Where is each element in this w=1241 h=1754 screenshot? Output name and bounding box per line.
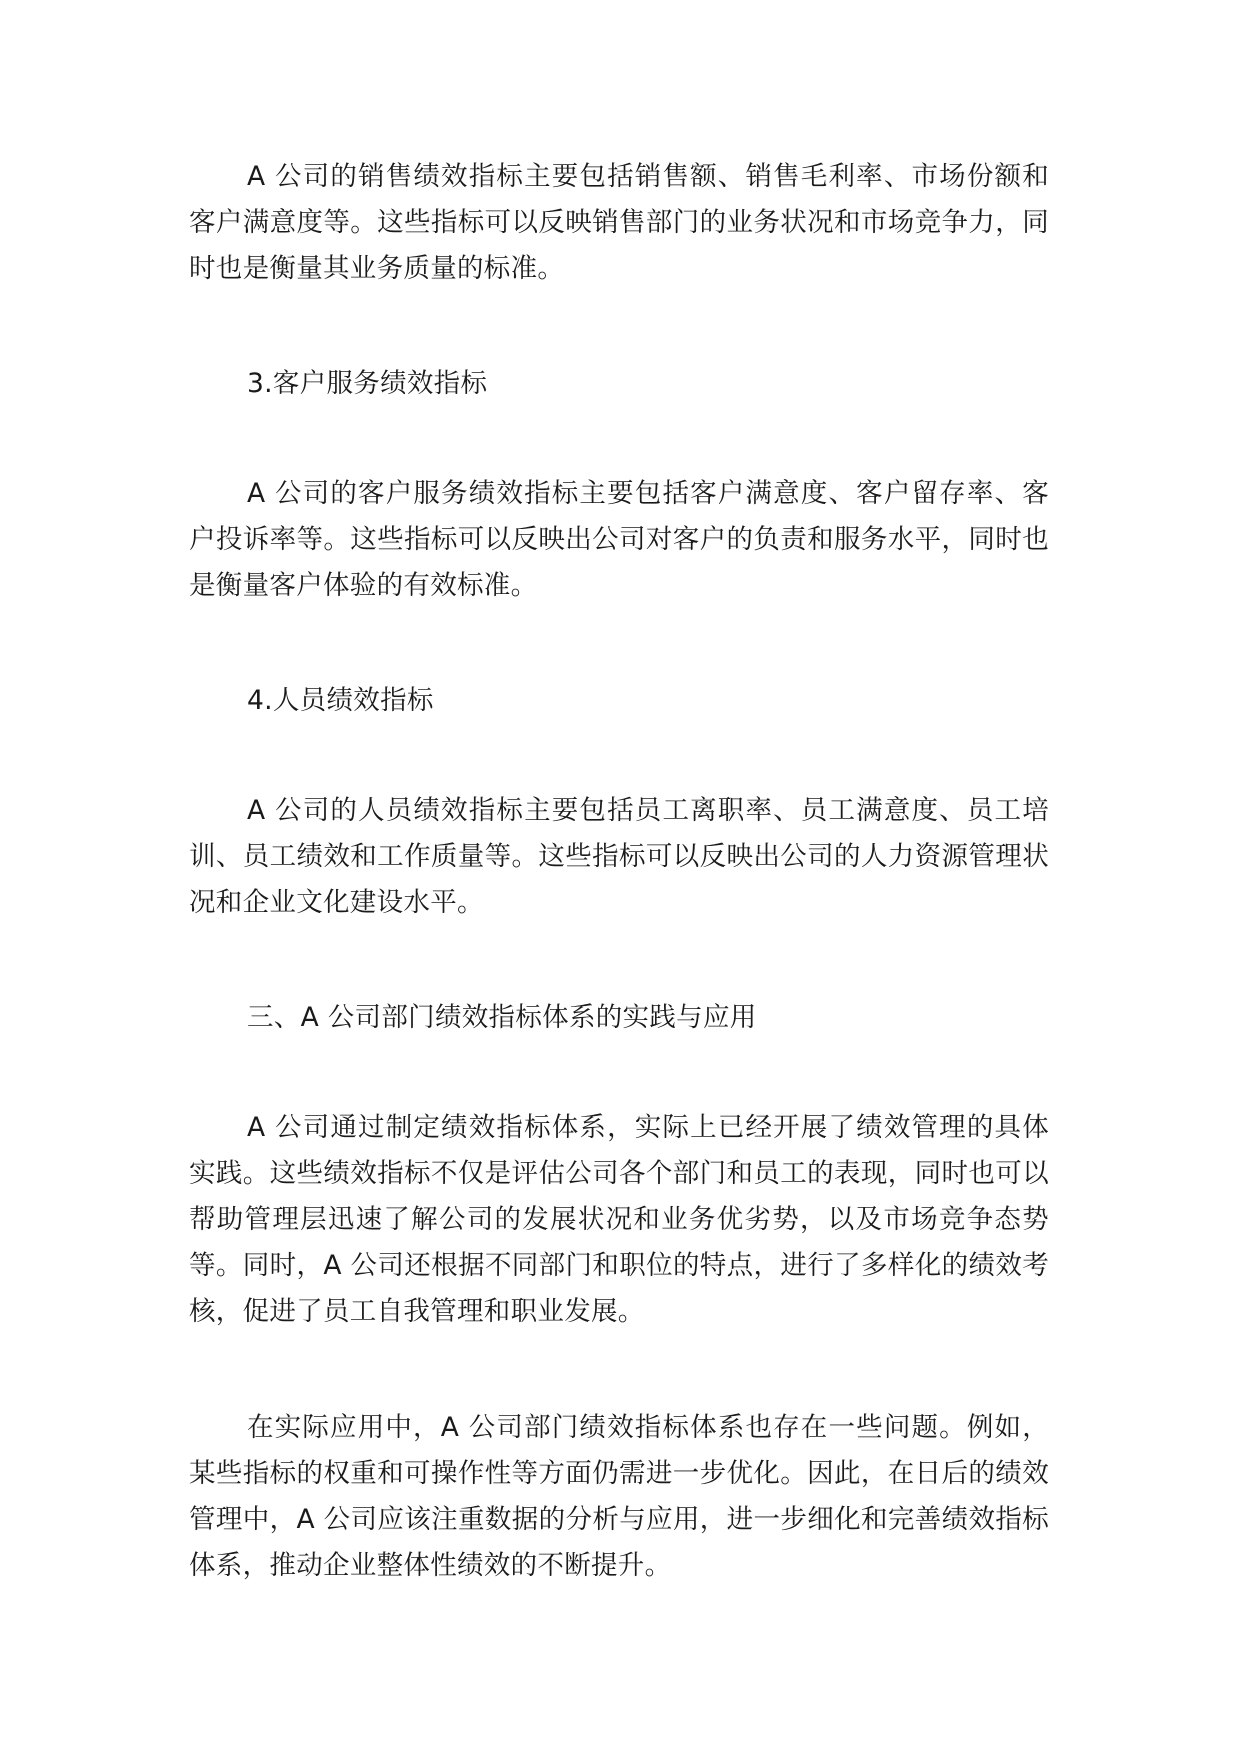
paragraph-practice: A 公司通过制定绩效指标体系，实际上已经开展了绩效管理的具体实践。这些绩效指标不仅是评估公司各个部门和员工的表现，同时也可以帮助管理层迅速了解公司的发展状况和业务优劣势，以及市场竞争态势等。同时，A 公司还根据不同部门和职位的特点，进行了多样化的绩效考核，促进了员工自我管理和职业发展。 [189, 1112, 1049, 1327]
heading-personnel-indicators: 4.人员绩效指标 [247, 685, 434, 716]
heading-customer-service-indicators: 3.客户服务绩效指标 [247, 368, 488, 399]
paragraph-customer-service-indicators: A 公司的客户服务绩效指标主要包括客户满意度、客户留存率、客户投诉率等。这些指标可以反映出公司对客户的负责和服务水平，同时也是衡量客户体验的有效标准。 [189, 478, 1049, 601]
paragraph-personnel-indicators: A 公司的人员绩效指标主要包括员工离职率、员工满意度、员工培训、员工绩效和工作质量等。这些指标可以反映出公司的人力资源管理状况和企业文化建设水平。 [189, 795, 1049, 918]
heading-section-three: 三、A 公司部门绩效指标体系的实践与应用 [247, 1002, 757, 1033]
paragraph-application: 在实际应用中，A 公司部门绩效指标体系也存在一些问题。例如，某些指标的权重和可操作性等方面仍需进一步优化。因此，在日后的绩效管理中，A 公司应该注重数据的分析与应用，进一步细化和完善绩效指标体系，推动企业整体性绩效的不断提升。 [189, 1412, 1049, 1581]
paragraph-sales-indicators: A 公司的销售绩效指标主要包括销售额、销售毛利率、市场份额和客户满意度等。这些指标可以反映销售部门的业务状况和市场竞争力，同时也是衡量其业务质量的标准。 [189, 161, 1049, 284]
